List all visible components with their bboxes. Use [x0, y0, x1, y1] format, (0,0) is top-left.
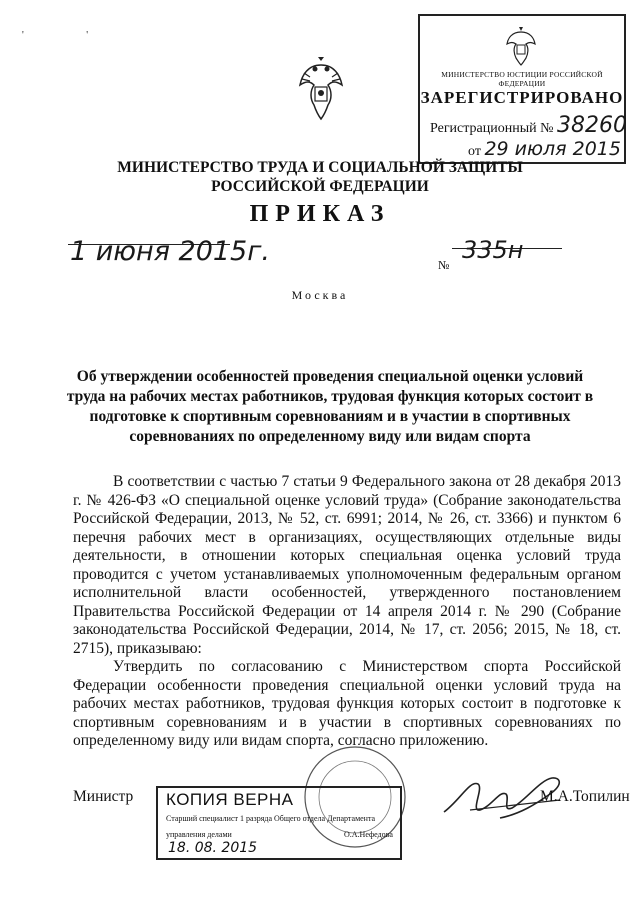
copy-verified-stamp [156, 786, 402, 860]
stamp-reg-label: Регистрационный № [430, 121, 554, 136]
signer-name: М.А.Топилин [540, 788, 630, 805]
stamp-date-row [468, 138, 621, 160]
paragraph-basis: В соответствии с частью 7 статьи 9 Федерального закона от 28 декабря 2013 г. № 426-ФЗ «О специальной оценке условий труда» (Собрание законодательства Российской Федерации, 2013, № 52, ст. 6991; 2014, № 26, ст. 3366) и пунктом 6 перечня рабочих мест в организациях, осуществляющих отдельные виды деятельности, в отношении которых специальная оценка условий труда проводится с учетом устанавливаемых уполномоченным федеральным органом исполнительной власти особенностей, утвержденного постановлением Правительства Российской Федерации от 14 апреля 2014 г. № 290 (Собрание законодательства Российской Федерации, 2014, № 17, ст. 2056; 2015, № 18, ст. 2715), приказываю: [73, 473, 621, 657]
order-number: 335н [462, 236, 524, 264]
copy-stamp-title: КОПИЯ ВЕРНА [166, 790, 294, 809]
stamp-date-value: 29 июля 2015 [484, 138, 621, 160]
copy-stamp-position: Старший специалист 1 разряда Общего отдела Департамента [166, 814, 376, 823]
corner-marks: ' ' [22, 30, 119, 41]
order-number-label: № [438, 258, 450, 272]
ministry-name: МИНИСТЕРСТВО ТРУДА И СОЦИАЛЬНОЙ ЗАЩИТЫ РОССИЙСКОЙ ФЕДЕРАЦИИ [117, 159, 523, 195]
copy-stamp-date: 18. 08. 2015 [168, 840, 258, 856]
order-subject: Об утверждении особенностей проведения специальной оценки условий труда на рабочих местах работников, трудовая функция которых состоит в подготовке к спортивным соревнованиям и в участии в спортивных соревнованиях по определенному виду или видам спорта [66, 368, 594, 445]
document-title: ПРИКАЗ [249, 201, 391, 227]
stamp-number-row [430, 113, 627, 138]
order-date: 1 июня 2015г. [70, 236, 270, 267]
copy-stamp-department: управления делами [166, 830, 232, 839]
signer-position: Министр [73, 788, 134, 805]
stamp-date-label: от [468, 144, 481, 159]
paragraph-approve: Утвердить по согласованию с Министерством спорта Российской Федерации особенности проведения специальной оценки условий труда на рабочих местах работников, трудовая функция которых состоит в подготовке к спортивным соревнованиям и в участии в спортивных соревнованиях по определенному виду или видам спорта, согласно приложению. [73, 658, 621, 749]
city: Москва [291, 288, 349, 302]
stamp-emblem-icon [504, 26, 538, 66]
registration-stamp [418, 14, 626, 164]
stamp-ministry: МИНИСТЕРСТВО ЮСТИЦИИ РОССИЙСКОЙ ФЕДЕРАЦИИ [441, 70, 603, 88]
stamp-reg-number: 38260 [557, 113, 627, 138]
state-emblem-icon [296, 55, 346, 123]
stamp-registered: ЗАРЕГИСТРИРОВАНО [420, 88, 624, 107]
copy-stamp-name: О.А.Нефедова [344, 830, 393, 839]
